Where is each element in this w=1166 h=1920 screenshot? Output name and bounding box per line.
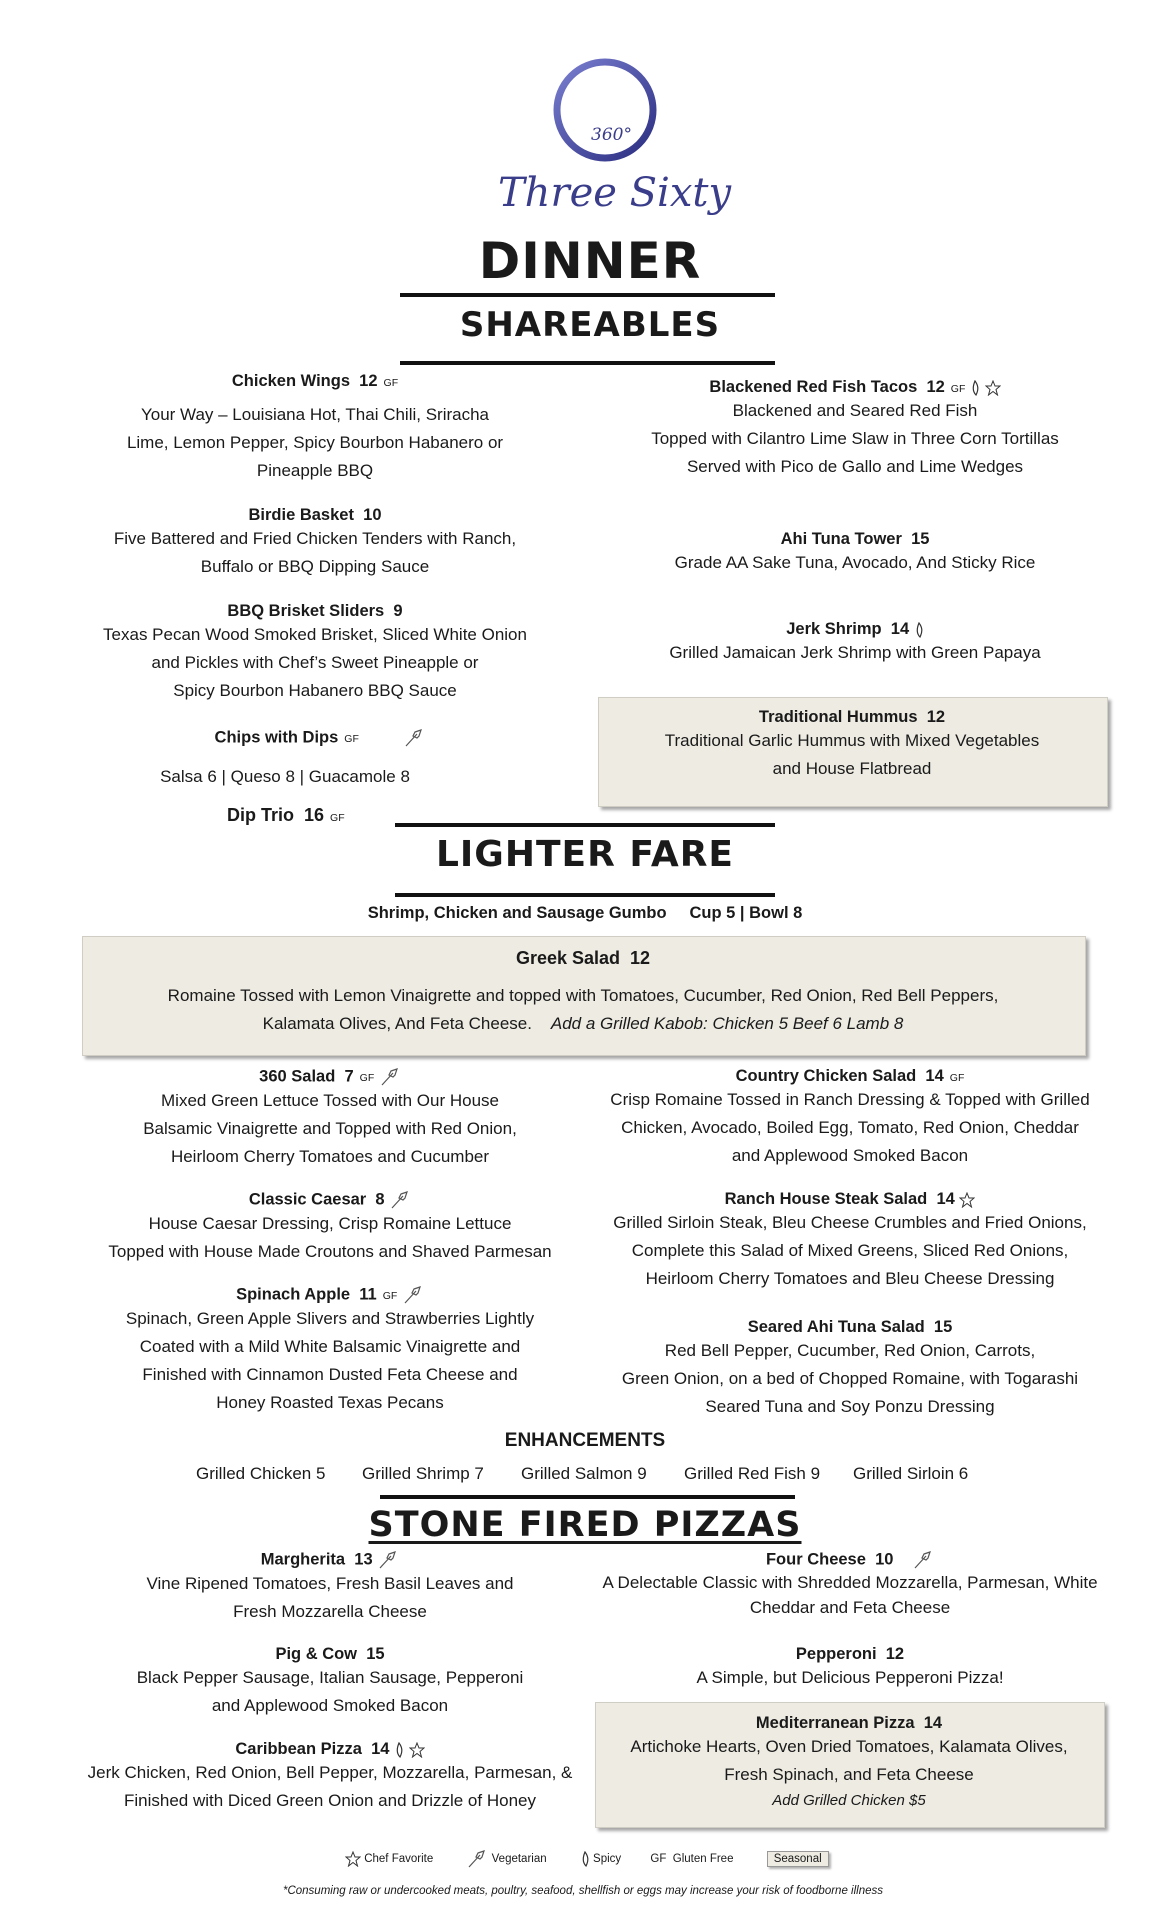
vegetarian-icon — [912, 1550, 934, 1570]
item-name: Spinach Apple — [236, 1285, 351, 1304]
item-desc: Chicken, Avocado, Boiled Egg, Tomato, Red Onion, Cheddar — [621, 1118, 1079, 1137]
item-desc: Buffalo or BBQ Dipping Sauce — [200, 557, 430, 576]
pizzas-title: STONE FIRED PIZZAS — [368, 1505, 802, 1545]
enhancement-item: Grilled Red Fish 9 — [684, 1464, 821, 1483]
item-desc: House Caesar Dressing, Crisp Romaine Lettuce — [148, 1214, 512, 1233]
logo-number: 360° — [591, 125, 632, 145]
item-price: 12 — [926, 378, 945, 396]
menu-item-birdie-basket — [70, 506, 560, 581]
item-desc: Kalamata Olives, And Feta Cheese. — [262, 1014, 532, 1033]
item-name: Dip Trio — [227, 805, 294, 825]
enhancement-item: Grilled Chicken 5 — [196, 1464, 326, 1483]
divider — [395, 823, 775, 827]
item-desc: and Pickles with Chef’s Sweet Pineapple or — [151, 653, 479, 672]
item-name: Traditional Hummus — [758, 708, 918, 726]
item-desc: Served with Pico de Gallo and Lime Wedges — [686, 457, 1024, 476]
item-desc: Balsamic Vinaigrette and Topped with Red Onion, — [143, 1119, 517, 1138]
item-desc: Traditional Garlic Hummus with Mixed Vegetables — [664, 731, 1040, 750]
item-price: 10 — [875, 1550, 894, 1569]
item-desc: Seared Tuna and Soy Ponzu Dressing — [705, 1397, 995, 1416]
menu-item-pig-cow — [85, 1645, 575, 1720]
item-name: Four Cheese — [765, 1550, 866, 1569]
menu-item-ranch-steak — [585, 1190, 1115, 1293]
item-name: Pepperoni — [795, 1645, 877, 1663]
item-price: 9 — [393, 602, 403, 620]
item-desc: Your Way – Louisiana Hot, Thai Chili, Sriracha — [140, 405, 490, 424]
menu-item-chips-dips — [170, 728, 470, 748]
spicy-icon — [914, 622, 924, 638]
legend — [345, 1849, 829, 1869]
item-desc: Crisp Romaine Tossed in Ranch Dressing & Topped with Grilled — [610, 1090, 1090, 1109]
menu-item-gumbo — [300, 904, 870, 923]
item-price: 14 — [371, 1740, 390, 1758]
menu-item-four-cheese — [585, 1550, 1115, 1620]
menu-item-hummus — [598, 708, 1106, 783]
item-name: Shrimp, Chicken and Sausage Gumbo — [367, 904, 667, 922]
chef-favorite-icon — [959, 1192, 975, 1208]
logo-script: Three Sixty — [498, 170, 732, 216]
item-desc: Finished with Cinnamon Dusted Feta Cheese and — [142, 1365, 518, 1384]
menu-item-dip-trio — [227, 805, 345, 826]
item-name: Seared Ahi Tuna Salad — [747, 1318, 925, 1336]
menu-item-bbq-sliders — [70, 602, 560, 705]
item-addon: Add a Grilled Kabob: Chicken 5 Beef 6 Lamb 8 — [550, 1014, 904, 1033]
item-desc: and House Flatbread — [772, 759, 932, 778]
item-name: Ranch House Steak Salad — [724, 1190, 928, 1208]
item-price: 13 — [354, 1550, 373, 1569]
divider — [380, 1495, 795, 1499]
menu-item-fish-tacos — [620, 378, 1090, 481]
item-desc: Honey Roasted Texas Pecans — [216, 1393, 444, 1412]
item-name: Caribbean Pizza — [235, 1740, 362, 1758]
item-desc: Topped with Cilantro Lime Slaw in Three Corn Tortillas — [651, 429, 1059, 448]
item-price: 15 — [911, 530, 930, 548]
item-desc: Grilled Jamaican Jerk Shrimp with Green Papaya — [669, 643, 1041, 662]
lighter-fare-title: LIGHTER FARE — [435, 834, 735, 875]
item-desc: Spinach, Green Apple Slivers and Strawberries Lightly — [125, 1309, 535, 1328]
menu-item-greek-salad — [82, 948, 1084, 1038]
item-price: 14 — [936, 1190, 955, 1208]
item-name: Birdie Basket — [248, 506, 354, 524]
item-desc: Artichoke Hearts, Oven Dried Tomatoes, Kalamata Olives, — [630, 1737, 1068, 1756]
item-desc: Topped with House Made Croutons and Shaved Parmesan — [108, 1242, 552, 1261]
item-desc: Cheddar and Feta Cheese — [749, 1598, 951, 1617]
divider — [400, 293, 775, 297]
vegetarian-icon — [379, 1067, 401, 1087]
item-desc: A Delectable Classic with Shredded Mozzarella, Parmesan, White — [602, 1573, 1098, 1592]
gf-tag: GF — [359, 1072, 375, 1085]
spicy-icon — [970, 380, 980, 396]
item-desc: and Applewood Smoked Bacon — [731, 1146, 969, 1165]
item-name: Classic Caesar — [248, 1190, 367, 1209]
item-price: 10 — [363, 506, 382, 524]
item-name: Country Chicken Salad — [735, 1067, 917, 1085]
item-name: Margherita — [260, 1550, 346, 1569]
dinner-title: DINNER — [478, 232, 702, 290]
chef-favorite-icon — [985, 380, 1001, 396]
item-desc: Five Battered and Fried Chicken Tenders with Ranch, — [113, 529, 517, 548]
chips-options: Salsa 6 | Queso 8 | Guacamole 8 — [160, 767, 410, 786]
vegetarian-icon — [466, 1849, 488, 1869]
item-desc: Red Bell Pepper, Cucumber, Red Onion, Carrots, — [664, 1341, 1036, 1360]
divider — [395, 893, 775, 897]
legend-spicy: Spicy — [593, 1853, 622, 1866]
item-name: Blackened Red Fish Tacos — [709, 378, 918, 396]
item-price: 12 — [359, 372, 378, 390]
item-desc: Coated with a Mild White Balsamic Vinaigrette and — [139, 1337, 521, 1356]
item-price: 14 — [925, 1067, 944, 1085]
item-name: Mediterranean Pizza — [755, 1714, 915, 1732]
menu-item-country-chicken — [585, 1067, 1115, 1170]
item-name: Greek Salad — [515, 948, 620, 968]
vegetarian-icon — [389, 1190, 411, 1210]
item-name: Jerk Shrimp — [786, 620, 882, 638]
shareables-title: SHAREABLES — [459, 305, 721, 345]
item-price: 14 — [923, 1714, 943, 1732]
item-desc: Vine Ripened Tomatoes, Fresh Basil Leaves and — [146, 1574, 514, 1593]
item-addon: Add Grilled Chicken $5 — [772, 1792, 926, 1809]
item-name: Chicken Wings — [231, 372, 350, 390]
item-name: Ahi Tuna Tower — [780, 530, 902, 548]
gf-tag: GF — [344, 733, 359, 746]
item-desc: and Applewood Smoked Bacon — [211, 1696, 449, 1715]
chef-favorite-icon — [409, 1742, 425, 1758]
gf-tag: GF — [330, 812, 345, 824]
item-name: Pig & Cow — [275, 1645, 358, 1663]
item-desc: Mixed Green Lettuce Tossed with Our House — [161, 1091, 499, 1110]
menu-item-seared-ahi — [585, 1318, 1115, 1421]
legend-seasonal: Seasonal — [767, 1851, 829, 1867]
gf-tag: GF — [383, 377, 399, 389]
gf-tag: GF — [949, 1072, 965, 1084]
item-name: 360 Salad — [259, 1067, 336, 1086]
item-desc: Lime, Lemon Pepper, Spicy Bourbon Habanero or — [126, 433, 504, 452]
disclaimer: *Consuming raw or undercooked meats, poultry, seafood, shellfish or eggs may increase your risk of foodborne illness — [282, 1885, 883, 1897]
menu-item-mediterranean — [595, 1714, 1103, 1813]
chef-favorite-icon — [345, 1851, 361, 1867]
menu-item-margherita — [85, 1550, 575, 1626]
item-name: BBQ Brisket Sliders — [227, 602, 385, 620]
item-desc: Blackened and Seared Red Fish — [732, 401, 978, 420]
item-desc: Fresh Mozzarella Cheese — [233, 1602, 427, 1621]
legend-gf-abbr: GF — [650, 1853, 667, 1866]
item-desc: Complete this Salad of Mixed Greens, Sliced Red Onions, — [631, 1241, 1069, 1260]
spicy-icon — [580, 1851, 590, 1867]
item-name: Chips with Dips — [214, 728, 339, 747]
menu-item-ahi-tower — [620, 530, 1090, 577]
item-price: 15 — [366, 1645, 385, 1663]
item-desc: Romaine Tossed with Lemon Vinaigrette and topped with Tomatoes, Cucumber, Red Onion, Red Bell Peppers, — [167, 986, 999, 1005]
enhancement-item: Grilled Shrimp 7 — [362, 1464, 484, 1483]
item-price: 7 — [344, 1067, 354, 1086]
gf-tag: GF — [950, 383, 966, 395]
item-desc: A Simple, but Delicious Pepperoni Pizza! — [696, 1668, 1004, 1687]
item-price: 16 — [304, 805, 325, 825]
menu-item-jerk-shrimp — [620, 620, 1090, 667]
item-desc: Pineapple BBQ — [256, 461, 374, 480]
menu-item-spinach-apple — [85, 1285, 575, 1417]
enhancement-item: Grilled Sirloin 6 — [853, 1464, 969, 1483]
legend-gluten-free: Gluten Free — [672, 1853, 734, 1866]
enhancements-list — [196, 1464, 968, 1484]
divider — [400, 361, 775, 365]
menu-item-caribbean — [70, 1740, 590, 1815]
item-desc: Grade AA Sake Tuna, Avocado, And Sticky Rice — [674, 553, 1036, 572]
item-desc: Fresh Spinach, and Feta Cheese — [724, 1765, 974, 1784]
item-price: 11 — [359, 1285, 377, 1304]
item-desc: Jerk Chicken, Red Onion, Bell Pepper, Mozzarella, Parmesan, & — [87, 1763, 573, 1782]
spicy-icon — [394, 1742, 404, 1758]
item-desc: Green Onion, on a bed of Chopped Romaine, with Togarashi — [621, 1369, 1079, 1388]
menu-item-360-salad — [85, 1067, 575, 1171]
item-price: 12 — [885, 1645, 905, 1663]
vegetarian-icon — [402, 1285, 424, 1305]
item-price: 12 — [926, 708, 946, 726]
gf-tag: GF — [382, 1290, 398, 1303]
vegetarian-icon — [403, 728, 425, 748]
menu-item-chicken-wings — [70, 372, 560, 485]
item-desc: Black Pepper Sausage, Italian Sausage, Pepperoni — [136, 1668, 524, 1687]
item-price: 15 — [933, 1318, 953, 1336]
item-desc: Finished with Diced Green Onion and Drizzle of Honey — [124, 1791, 536, 1810]
logo — [490, 55, 732, 235]
item-desc: Heirloom Cherry Tomatoes and Cucumber — [170, 1147, 490, 1166]
item-desc: Grilled Sirloin Steak, Bleu Cheese Crumbles and Fried Onions, — [613, 1213, 1087, 1232]
item-price: 14 — [890, 620, 910, 638]
logo-ring — [550, 55, 660, 165]
vegetarian-icon — [377, 1550, 399, 1570]
item-sizes: Cup 5 | Bowl 8 — [689, 904, 803, 922]
legend-vegetarian: Vegetarian — [491, 1853, 547, 1866]
item-desc: Texas Pecan Wood Smoked Brisket, Sliced White Onion — [103, 625, 527, 644]
item-desc: Heirloom Cherry Tomatoes and Bleu Cheese Dressing — [645, 1269, 1055, 1288]
enhancements-title: ENHANCEMENTS — [504, 1430, 666, 1451]
legend-chef-favorite: Chef Favorite — [364, 1853, 434, 1866]
item-price: 12 — [630, 948, 651, 968]
item-desc: Spicy Bourbon Habanero BBQ Sauce — [173, 681, 457, 700]
enhancement-item: Grilled Salmon 9 — [521, 1464, 647, 1483]
menu-item-pepperoni — [585, 1645, 1115, 1692]
item-price: 8 — [375, 1190, 385, 1209]
menu-item-classic-caesar — [85, 1190, 575, 1266]
